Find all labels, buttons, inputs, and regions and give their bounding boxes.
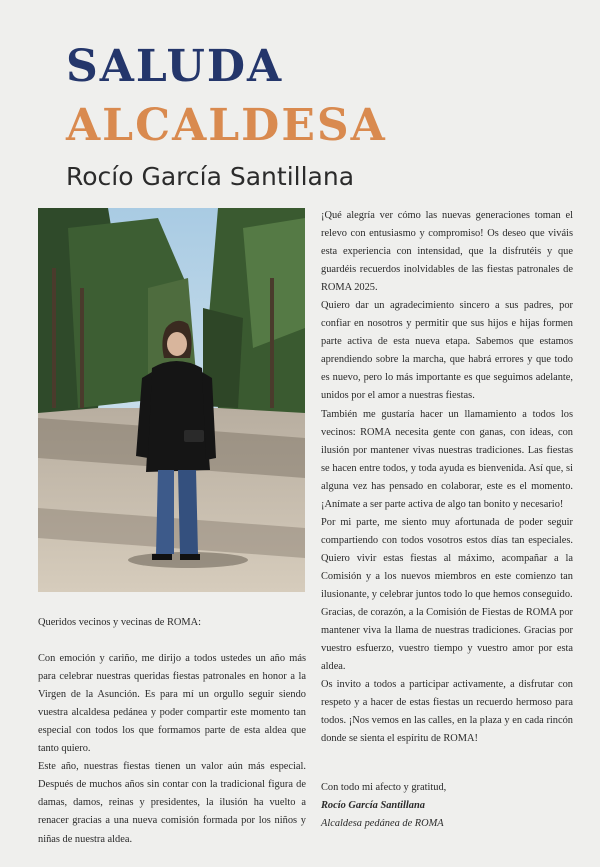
paragraph: Este año, nuestras fiestas tienen un valor aún más especial. Después de muchos años sin contar con la tradicional figura de damas, damos, reinas y presidentes, la ilusión ha vuelto a renacer gracias a una nueva comisión formada por los niños y niñas de nuestra aldea. bbox=[38, 761, 306, 845]
paragraph: Gracias, de corazón, a la Comisión de Fiestas de ROMA por mantener viva la llama de nuestras tradiciones. Gracias por vuestro esfuerzo, vuestro tiempo y vuestro amor por esta aldea. bbox=[321, 607, 573, 673]
paragraph: Con emoción y cariño, me dirijo a todos ustedes un año más para celebrar nuestras queridas fiestas patronales en honor a la Virgen de la Asunción. Es para mí un orgullo seguir siendo vuestra alcaldesa pedánea y poder compartir este momento tan especial con todos los que formamos parte de esta aldea que tanto quiero. bbox=[38, 653, 306, 755]
signature-role: Alcaldesa pedánea de ROMA bbox=[321, 818, 444, 829]
paragraph: ¡Qué alegría ver cómo las nuevas generaciones toman el relevo con entusiasmo y compromiso! Os deseo que viváis esta experiencia con intensidad, que la disfrutéis y que guardéis recuerdos inolvidables de las fiestas patronales de ROMA 2025. bbox=[321, 210, 573, 294]
portrait-photo bbox=[38, 208, 305, 592]
paragraph: Os invito a todos a participar activamente, a disfrutar con respeto y a hacer de estas fiestas un recuerdo hermoso para todos. ¡Nos vemos en las calles, en la plaza y en cada rincón donde se sienta el espíritu de ROMA! bbox=[321, 679, 573, 745]
signature-name: Rocío García Santillana bbox=[321, 800, 425, 811]
farewell: Con todo mi afecto y gratitud, bbox=[321, 782, 447, 793]
closing-block bbox=[321, 779, 573, 833]
greeting: Queridos vecinos y vecinas de ROMA: bbox=[38, 617, 202, 628]
title-line-1: SALUDA bbox=[66, 41, 284, 92]
author-name: Rocío García Santillana bbox=[66, 162, 355, 191]
left-text-column bbox=[38, 614, 306, 849]
paragraph: Quiero dar un agradecimiento sincero a sus padres, por confiar en nosotros y permitir que sus hijos e hijas formen parte activa de esta nueva etapa. Sabemos que estamos aprendiendo sobre la marcha, que habrá errores y que todo es nuevo, pero lo más importante es que seguimos adelante, unidos por el amor a nuestras fiestas. bbox=[321, 300, 573, 402]
paragraph: Por mi parte, me siento muy afortunada de poder seguir compartiendo con todos vosotros estos días tan especiales. Quiero vivir estas fiestas al máximo, acompañar a la Comisión y a los nuevos miembros en este comienzo tan ilusionante, y celebrar juntos todo lo que hemos conseguido. bbox=[321, 516, 573, 600]
paragraph: También me gustaría hacer un llamamiento a todos los vecinos: ROMA necesita gente con ganas, con ideas, con ilusión por mantener vivas nuestras tradiciones. Las fiestas se hacen entre todos, y toda ayuda es bienvenida. Así que, si alguna vez has pensado en colaborar, este es el momento. ¡Anímate a ser parte activa de algo tan bonito y necesario! bbox=[321, 408, 573, 510]
title-line-2: ALCALDESA bbox=[66, 100, 387, 151]
right-text-column bbox=[321, 207, 573, 748]
